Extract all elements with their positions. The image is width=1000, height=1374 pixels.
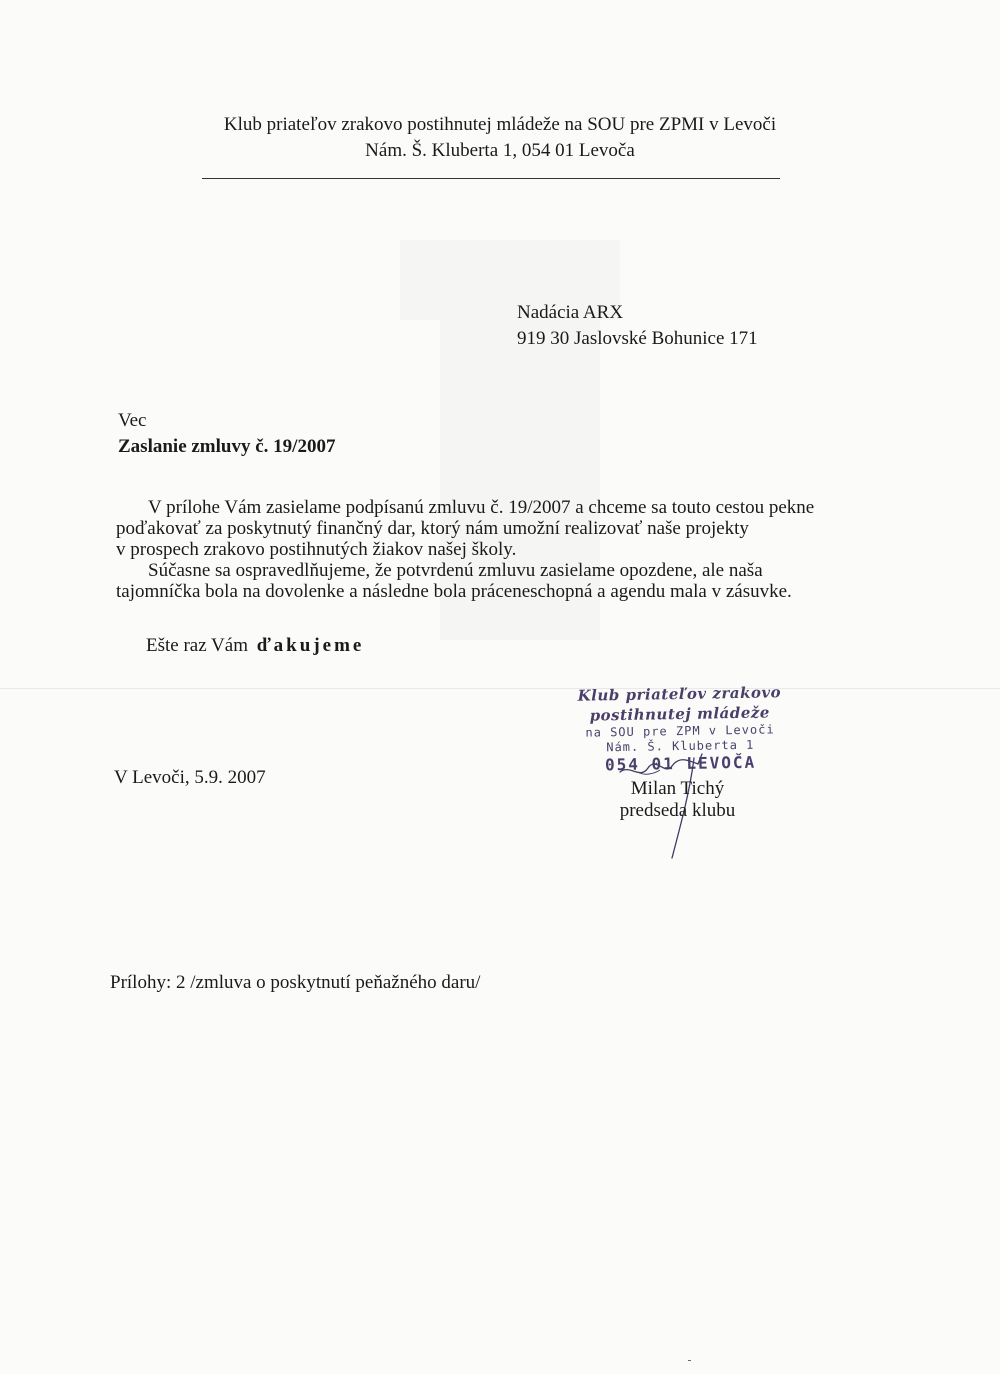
body-line: poďakovať za poskytnutý finančný dar, ktorý nám umožní realizovať naše projekty: [116, 518, 749, 539]
subject-label: Vec: [118, 410, 147, 431]
letter-body: [116, 497, 846, 602]
body-line: Súčasne sa ospravedlňujeme, že potvrdenú zmluvu zasielame opozdene, ale naša: [148, 560, 763, 581]
closing-thanks: [146, 635, 364, 657]
attachments-note: Prílohy: 2 /zmluva o poskytnutí peňažného daru/: [110, 972, 481, 993]
signer-name: Milan Tichý: [630, 778, 725, 799]
body-line: tajomníčka bola na dovolenke a následne bola práceneschopná a agendu mala v zásuvke.: [116, 581, 792, 602]
recipient-name: Nadácia ARX: [517, 302, 624, 323]
stamp-line: Nám. Š. Kluberta 1: [606, 737, 755, 755]
body-line: v prospech zrakovo postihnutých žiakov našej školy.: [116, 539, 517, 560]
signer-role: predseda klubu: [619, 800, 736, 821]
stamp-line: Klub priateľov zrakovo: [577, 683, 782, 705]
body-line: V prílohe Vám zasielame podpísanú zmluvu č. 19/2007 a chceme sa touto cestou pekne: [148, 497, 815, 518]
place-and-date: V Levoči, 5.9. 2007: [114, 767, 266, 788]
recipient-block: [517, 300, 758, 352]
signer-block: [590, 778, 765, 822]
stamp-line: na SOU pre ZPM v Levoči: [585, 722, 775, 740]
subject-block: [118, 408, 335, 460]
stamp-line: 054 01 LEVOČA: [604, 752, 757, 775]
letterhead-address: Nám. Š. Kluberta 1, 054 01 Levoča: [365, 140, 635, 161]
fold-line: [0, 688, 1000, 689]
thanks-emphasis: ďakujeme: [256, 635, 365, 656]
recipient-address: 919 30 Jaslovské Bohunice 171: [517, 328, 758, 349]
letterhead: [150, 112, 850, 164]
letterhead-rule: [202, 178, 780, 179]
thanks-prefix: Ešte raz Vám: [146, 635, 248, 656]
subject-title: Zaslanie zmluvy č. 19/2007: [118, 436, 336, 457]
scan-speck: [688, 1360, 691, 1361]
letterhead-org: Klub priateľov zrakovo postihnutej mládeže na SOU pre ZPMI v Levoči: [223, 114, 777, 135]
stamp-line: postihnutej mládeže: [589, 703, 771, 725]
